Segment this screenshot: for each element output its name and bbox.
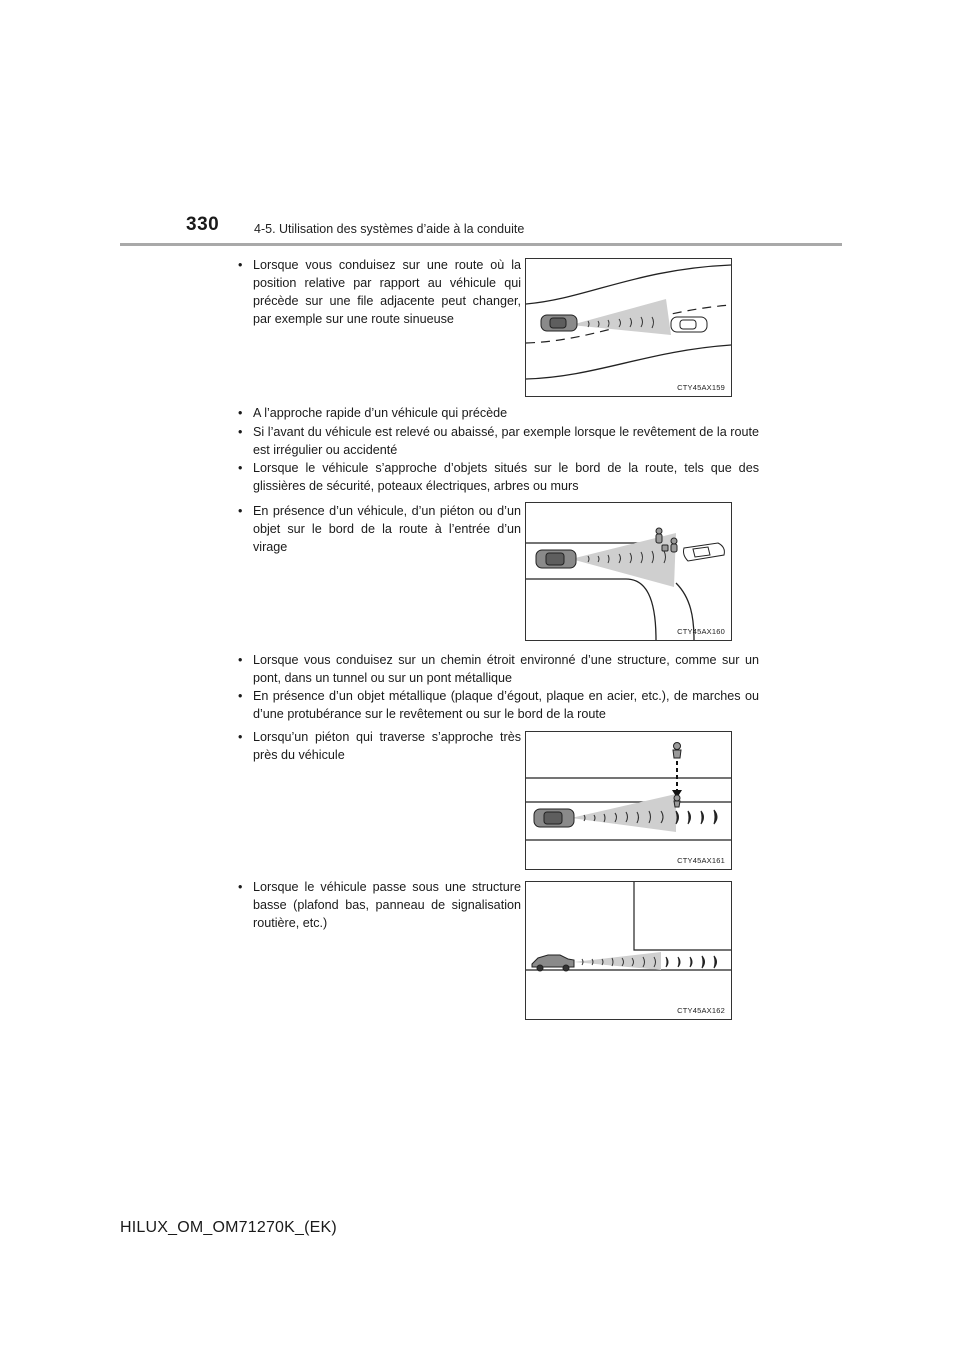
figure-crossing-pedestrian (525, 731, 732, 870)
figure-curve-entrance (525, 502, 732, 641)
bullet-uneven-road: • Si l’avant du véhicule est relevé ou abaissé, par exemple lorsque le revêtement de la route est irrégulier ou accidenté (238, 423, 759, 459)
figure-code: CTY45AX160 (677, 627, 725, 636)
host-car (532, 955, 574, 971)
pedestrian-icon (673, 743, 681, 808)
winding-road-illustration (526, 259, 731, 396)
bullet-crossing-pedestrian: • Lorsqu’un piéton qui traverse s’approche très près du véhicule (238, 728, 521, 764)
lead-car (671, 317, 707, 332)
host-car (534, 809, 574, 827)
bullet-rapid-approach: • A l’approche rapide d’un véhicule qui précède (238, 404, 759, 422)
figure-code: CTY45AX161 (677, 856, 725, 865)
page-number: 330 (186, 214, 220, 235)
document-id: HILUX_OM_OM71270K_(EK) (120, 1219, 337, 1236)
curve-entrance-illustration (526, 503, 731, 640)
bullet-low-structure: • Lorsque le véhicule passe sous une structure basse (plafond bas, panneau de signalisation routière, etc.) (238, 878, 521, 932)
figure-low-structure (525, 881, 732, 1020)
bullet-narrow-path: • Lorsque vous conduisez sur un chemin étroit environné d’une structure, comme sur un pont, dans un tunnel ou sur un pont métallique (238, 651, 759, 687)
host-car (536, 550, 576, 568)
header-divider (120, 243, 842, 246)
figure-code: CTY45AX162 (677, 1006, 725, 1015)
low-structure-illustration (526, 882, 731, 1019)
figure-winding-road (525, 258, 732, 397)
bullet-winding-road: • Lorsque vous conduisez sur une route où la position relative par rapport au véhicule qui précède sur une file adjacente peut changer, par exemple sur une route sinueuse (238, 256, 521, 328)
figure-code: CTY45AX159 (677, 383, 725, 392)
bullet-curve-entrance: • En présence d’un véhicule, d’un piéton ou d’un objet sur le bord de la route à l’entrée d’un virage (238, 502, 521, 556)
bullet-roadside-objects: • Lorsque le véhicule s’approche d’objets situés sur le bord de la route, tels que des glissières de sécurité, poteaux électriques, arbres ou murs (238, 459, 759, 495)
lead-car (684, 543, 725, 561)
section-title: 4-5. Utilisation des systèmes d’aide à la conduite (254, 222, 525, 236)
host-car (541, 315, 577, 331)
bullet-metal-object: • En présence d’un objet métallique (plaque d’égout, plaque en acier, etc.), de marches ou d’une protubérance sur le revêtement ou sur le bord de la route (238, 687, 759, 723)
crossing-pedestrian-illustration (526, 732, 731, 869)
